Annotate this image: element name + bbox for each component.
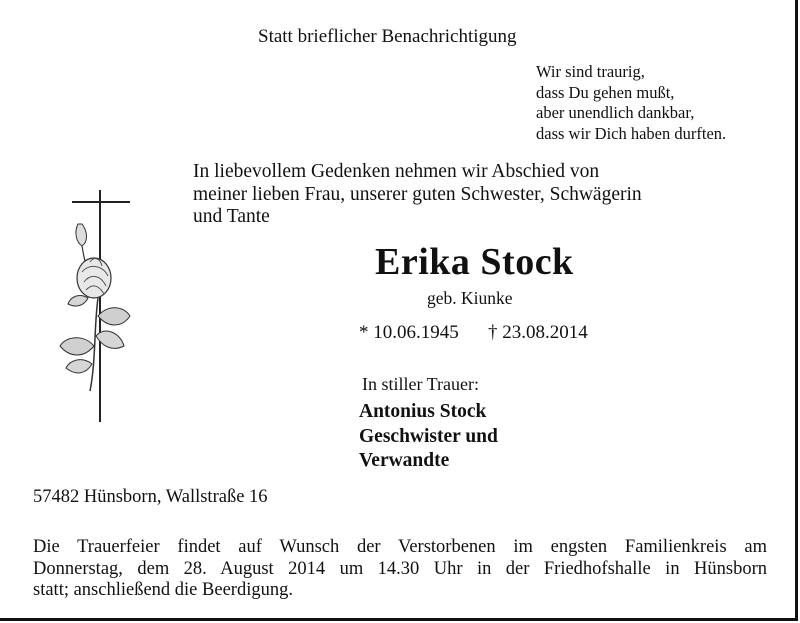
notice-header: Statt brieflicher Benachrichtigung [258, 26, 517, 47]
poem-line: aber unendlich dankbar, [536, 103, 695, 122]
intro-line: In liebevollem Gedenken nehmen wir Abschied von [193, 161, 600, 182]
poem-line: dass wir Dich haben durften. [536, 123, 727, 143]
poem [536, 62, 776, 144]
mourner-line: Verwandte [359, 450, 450, 471]
intro-text [193, 161, 642, 229]
mourners-list [359, 400, 498, 474]
intro-line: und Tante [193, 206, 270, 227]
mourning-label: In stiller Trauer: [362, 374, 479, 394]
mourner-line: Antonius Stock [359, 401, 487, 422]
poem-line: dass Du gehen mußt, [536, 82, 675, 102]
intro-line: meiner lieben Frau, unserer guten Schwester, Schwägerin [193, 183, 642, 205]
mourner-line: Geschwister und [359, 425, 498, 447]
ceremony-line: statt; anschließend die Beerdigung. [33, 580, 293, 600]
family-address: 57482 Hünsborn, Wallstraße 16 [33, 487, 268, 507]
death-date: † 23.08.2014 [488, 322, 588, 343]
deceased-name: Erika Stock [375, 241, 574, 283]
poem-line: Wir sind traurig, [536, 62, 645, 81]
ceremony-line: Die Trauerfeier findet auf Wunsch der Verstorbenen im engsten Familienkreis am [33, 537, 767, 557]
birth-date: * 10.06.1945 [359, 322, 459, 343]
cross-with-rose-icon [52, 186, 152, 426]
ceremony-line: Donnerstag, dem 28. August 2014 um 14.30 Uhr in der Friedhofshalle in Hünsborn [33, 558, 767, 579]
ceremony-text [33, 537, 767, 602]
maiden-name: geb. Kiunke [427, 288, 513, 308]
